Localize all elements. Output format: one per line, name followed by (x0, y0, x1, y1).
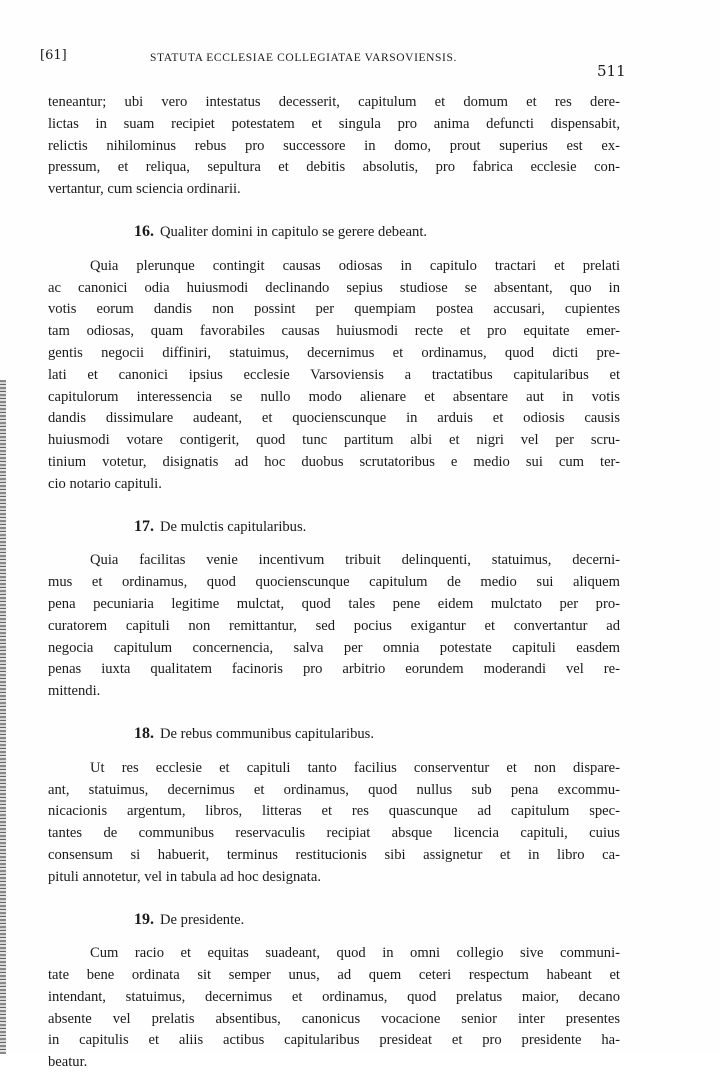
text-line: pressum, et reliqua, sepultura et debitis absolutis, pro fabrica ecclesie con- (48, 159, 620, 176)
text-line: absente vel prelatis absentibus, canonicus vocacione senior inter presentes (48, 1010, 620, 1027)
text-line: votis eorum dandis non possint per quempiam postea accusari, cupientes (48, 301, 620, 318)
text-line: ant, statuimus, decernimus et ordinamus, quod nullus sub pena excommu- (48, 781, 620, 798)
section-number: 16. (134, 222, 154, 240)
section-number: 17. (134, 517, 154, 535)
text-line: tate bene ordinata sit semper unus, ad quem ceteri respectum habeant et (48, 967, 620, 984)
opening-paragraph (48, 92, 620, 201)
section-title: Qualiter domini in capitulo se gerere debeant. (160, 223, 428, 240)
text-line: tam odiosas, quam favorabiles causas huiusmodi recte et pro equitate emer- (48, 323, 620, 340)
text-line: gentis negocii diffiniri, statuimus, decernimus et ordinamus, quod dicti pre- (48, 344, 620, 361)
text-line: Quia plerunque contingit causas odiosas in capitulo tractari et prelati (90, 257, 620, 274)
text-line: mittendi. (48, 683, 101, 700)
text-line: mus et ordinamus, quod quocienscunque capitulum de medio sui aliquem (48, 574, 620, 591)
text-line: tantes de communibus reservaculis recipiat absque licencia capituli, cuius (48, 825, 620, 842)
text-line: consensum si habuerit, terminus restitucionis sibi assignetur et in libro ca- (48, 846, 620, 863)
section-title: De mulctis capitularibus. (160, 518, 307, 535)
text-line: pena pecuniaria legitime mulctat, quod tales pene eidem mulctato per pro- (48, 595, 620, 612)
section-title: De presidente. (160, 911, 245, 928)
page-header (40, 48, 640, 78)
text-line: dandis dissimulare audeant, et quocienscunque in arduis et odiosis causis (48, 410, 620, 427)
scan-binding-edge (0, 380, 6, 1054)
text-line: relictis nihilominus rebus pro successore in domo, prout superius est ex- (48, 137, 620, 154)
section-paragraph (48, 758, 620, 889)
section-paragraph (48, 550, 620, 703)
page-content (48, 92, 620, 1074)
page-number: 511 (597, 62, 626, 80)
text-line: negocia capitulum concernencia, salva per omnia potestate capituli easdem (48, 639, 620, 656)
section-number: 18. (134, 724, 154, 742)
section-heading (48, 723, 620, 746)
text-line: lati et canonici ipsius ecclesie Varsoviensis a tractatibus capitularibus et (48, 366, 620, 383)
text-line: huiusmodi votare contigerit, quod tunc partitum albi et nigri vel per scru- (48, 432, 620, 449)
text-line: Ut res ecclesie et capituli tanto facilius conserventur et non dispare- (90, 759, 620, 776)
text-line: curatorem capituli non remittantur, sed pocius exigantur et convertantur ad (48, 617, 620, 634)
text-line: beatur. (48, 1054, 88, 1071)
text-line: in capitulis et aliis actibus capitularibus presideat et pro presidente ha- (48, 1032, 620, 1049)
page-reference: [61] (40, 48, 67, 63)
section-paragraph (48, 943, 620, 1074)
text-line: Quia facilitas venie incentivum tribuit delinquenti, statuimus, decerni- (90, 552, 620, 569)
running-title: STATUTA ECCLESIAE COLLEGIATAE VARSOVIENSIS. (150, 52, 457, 64)
text-line: intendant, statuimus, decernimus et ordinamus, quod prelatus maior, decano (48, 988, 620, 1005)
text-line: vertantur, cum sciencia ordinarii. (48, 181, 241, 198)
text-line: Cum racio et equitas suadeant, quod in omni collegio sive communi- (90, 945, 620, 962)
section-paragraph (48, 256, 620, 496)
text-line: nicacionis argentum, libros, litteras et res quascunque ad capitulum spec- (48, 803, 620, 820)
section-title: De rebus communibus capitularibus. (160, 725, 374, 742)
section-heading (48, 221, 620, 244)
text-line: capitulorum interessencia se nullo modo alienare et absentare aut in votis (48, 388, 620, 405)
text-line: teneantur; ubi vero intestatus decesserit, capitulum et domum et res dere- (48, 94, 620, 110)
text-line: pituli annotetur, vel in tabula ad hoc designata. (48, 868, 321, 885)
section-heading (48, 516, 620, 539)
text-line: ac canonici odia huiusmodi declinando sepius studiose se absentant, quo in (48, 279, 620, 296)
text-line: cio notario capituli. (48, 475, 162, 492)
section-number: 19. (134, 910, 154, 928)
text-line: tinium votetur, disignatis ad hoc duobus scrutatoribus e medio sui cum ter- (48, 453, 620, 470)
text-line: penas iuxta qualitatem facinoris pro arbitrio eorundem moderandi vel re- (48, 661, 620, 678)
section-heading (48, 909, 620, 932)
text-line: lictas in suam recipiet potestatem et singula pro anima defuncti dispensabit, (48, 115, 620, 132)
